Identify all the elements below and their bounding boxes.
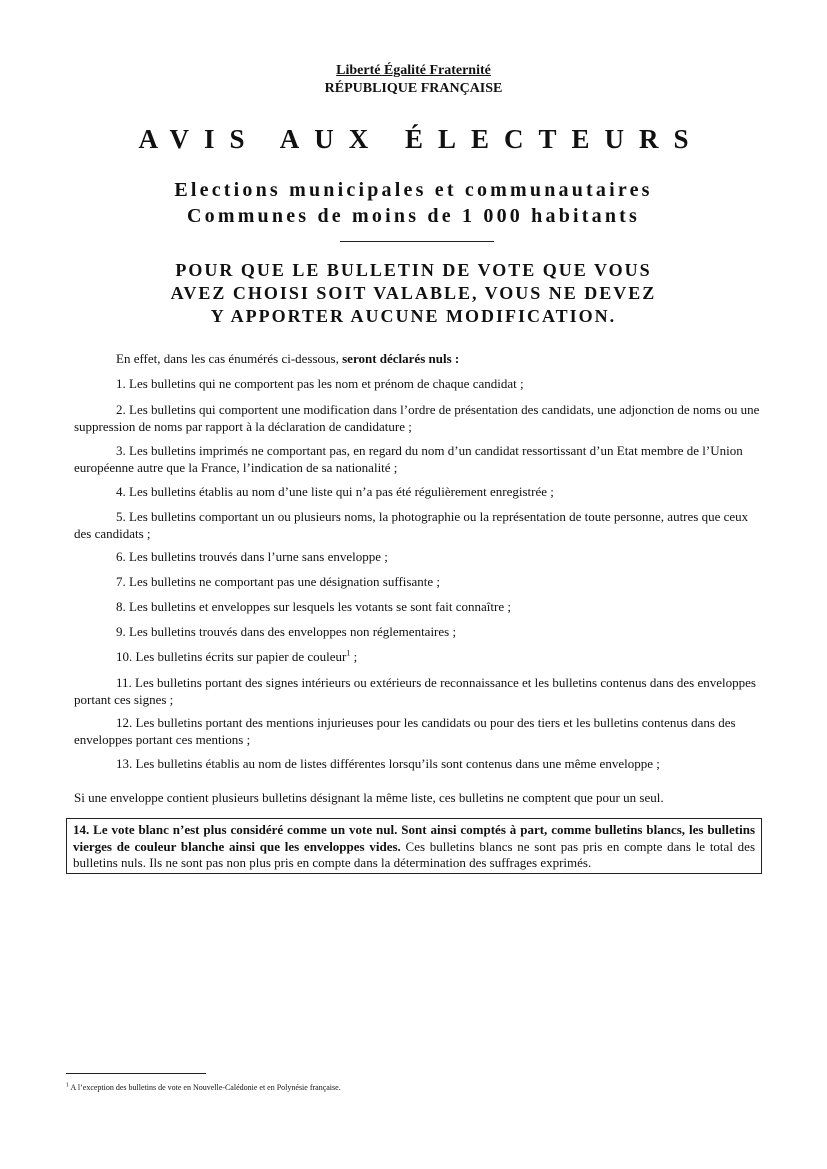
footnote-divider (66, 1073, 206, 1074)
intro-paragraph (74, 351, 760, 368)
blank-vote-box (66, 818, 762, 874)
footnote (66, 1083, 341, 1092)
page-title: AVIS AUX ÉLECTEURS (138, 124, 704, 154)
warning-line-1: POUR QUE LE BULLETIN DE VOTE QUE VOUS (175, 260, 652, 280)
rule-9: 9. Les bulletins trouvés dans des enveloppes non réglementaires ; (116, 624, 457, 639)
rule-8: 8. Les bulletins et enveloppes sur lesquels les votants se sont fait connaître ; (116, 599, 511, 614)
rule-11: 11. Les bulletins portant des signes intérieurs ou extérieurs de reconnaissance et les bulletins contenus dans des enveloppes portant ces signes ; (74, 675, 756, 707)
warning-line-2: AVEZ CHOISI SOIT VALABLE, VOUS NE DEVEZ (170, 283, 657, 303)
warning-line-3: Y APPORTER AUCUNE MODIFICATION. (210, 306, 617, 326)
rule-7: 7. Les bulletins ne comportant pas une désignation suffisante ; (116, 574, 440, 589)
blank-vote-text: Ces bulletins blancs ne sont pas pris en compte dans le total des bulletins nuls. Ils ne sont pas non plus pris en compte dans la détermination des suffrages exprimés. (73, 838, 756, 870)
rule-3: 3. Les bulletins imprimés ne comportant pas, en regard du nom d’un candidat ressortissant d’un Etat membre de l’Union européenne autre que la France, l’indication de sa nationalité ; (74, 443, 743, 475)
rule-2: 2. Les bulletins qui comportent une modification dans l’ordre de présentation des candidats, une adjonction de noms ou une suppression de noms par rapport à la déclaration de candidature ; (74, 402, 760, 434)
footnote-ref: 1 (346, 648, 351, 658)
rule-5: 5. Les bulletins comportant un ou plusieurs noms, la photographie ou la représentation de toute personne, autres que ceux des candidats ; (74, 509, 749, 541)
footnote-number: 1 (66, 1082, 69, 1089)
motto: Liberté Égalité Fraternité (336, 63, 491, 78)
subtitle-line-1: Elections municipales et communautaires (174, 179, 653, 201)
rule-13: 13. Les bulletins établis au nom de listes différentes lorsqu’ils sont contenus dans une même enveloppe ; (116, 756, 660, 771)
rule-10-end: ; (350, 649, 358, 664)
intro-bold: seront déclarés nuls : (342, 351, 460, 366)
rule-6: 6. Les bulletins trouvés dans l’urne sans enveloppe ; (116, 549, 388, 564)
closing-paragraph: Si une enveloppe contient plusieurs bulletins désignant la même liste, ces bulletins ne comptent que pour un seul. (74, 790, 664, 805)
rule-10 (74, 649, 760, 666)
rule-4: 4. Les bulletins établis au nom d’une liste qui n’a pas été régulièrement enregistrée ; (116, 484, 554, 499)
rule-10-text: 10. Les bulletins écrits sur papier de couleur (116, 649, 347, 664)
rule-12: 12. Les bulletins portant des mentions injurieuses pour les candidats ou pour des tiers et les bulletins contenus dans des enveloppes portant ces mentions ; (74, 715, 736, 747)
footnote-text: A l’exception des bulletins de vote en Nouvelle-Calédonie et en Polynésie française. (69, 1083, 341, 1092)
subtitle-line-2: Communes de moins de 1 000 habitants (186, 205, 641, 227)
rule-1: 1. Les bulletins qui ne comportent pas les nom et prénom de chaque candidat ; (116, 376, 524, 391)
blank-vote-bold: 14. Le vote blanc n’est plus considéré comme un vote nul. Sont ainsi comptés à part, comme bulletins blancs, les bulletins vierges de couleur blanche ainsi que les enveloppes vides. (73, 822, 755, 854)
title-divider (340, 241, 494, 242)
intro-text: En effet, dans les cas énumérés ci-dessous, (116, 351, 343, 366)
republic-heading: RÉPUBLIQUE FRANÇAISE (324, 81, 503, 96)
